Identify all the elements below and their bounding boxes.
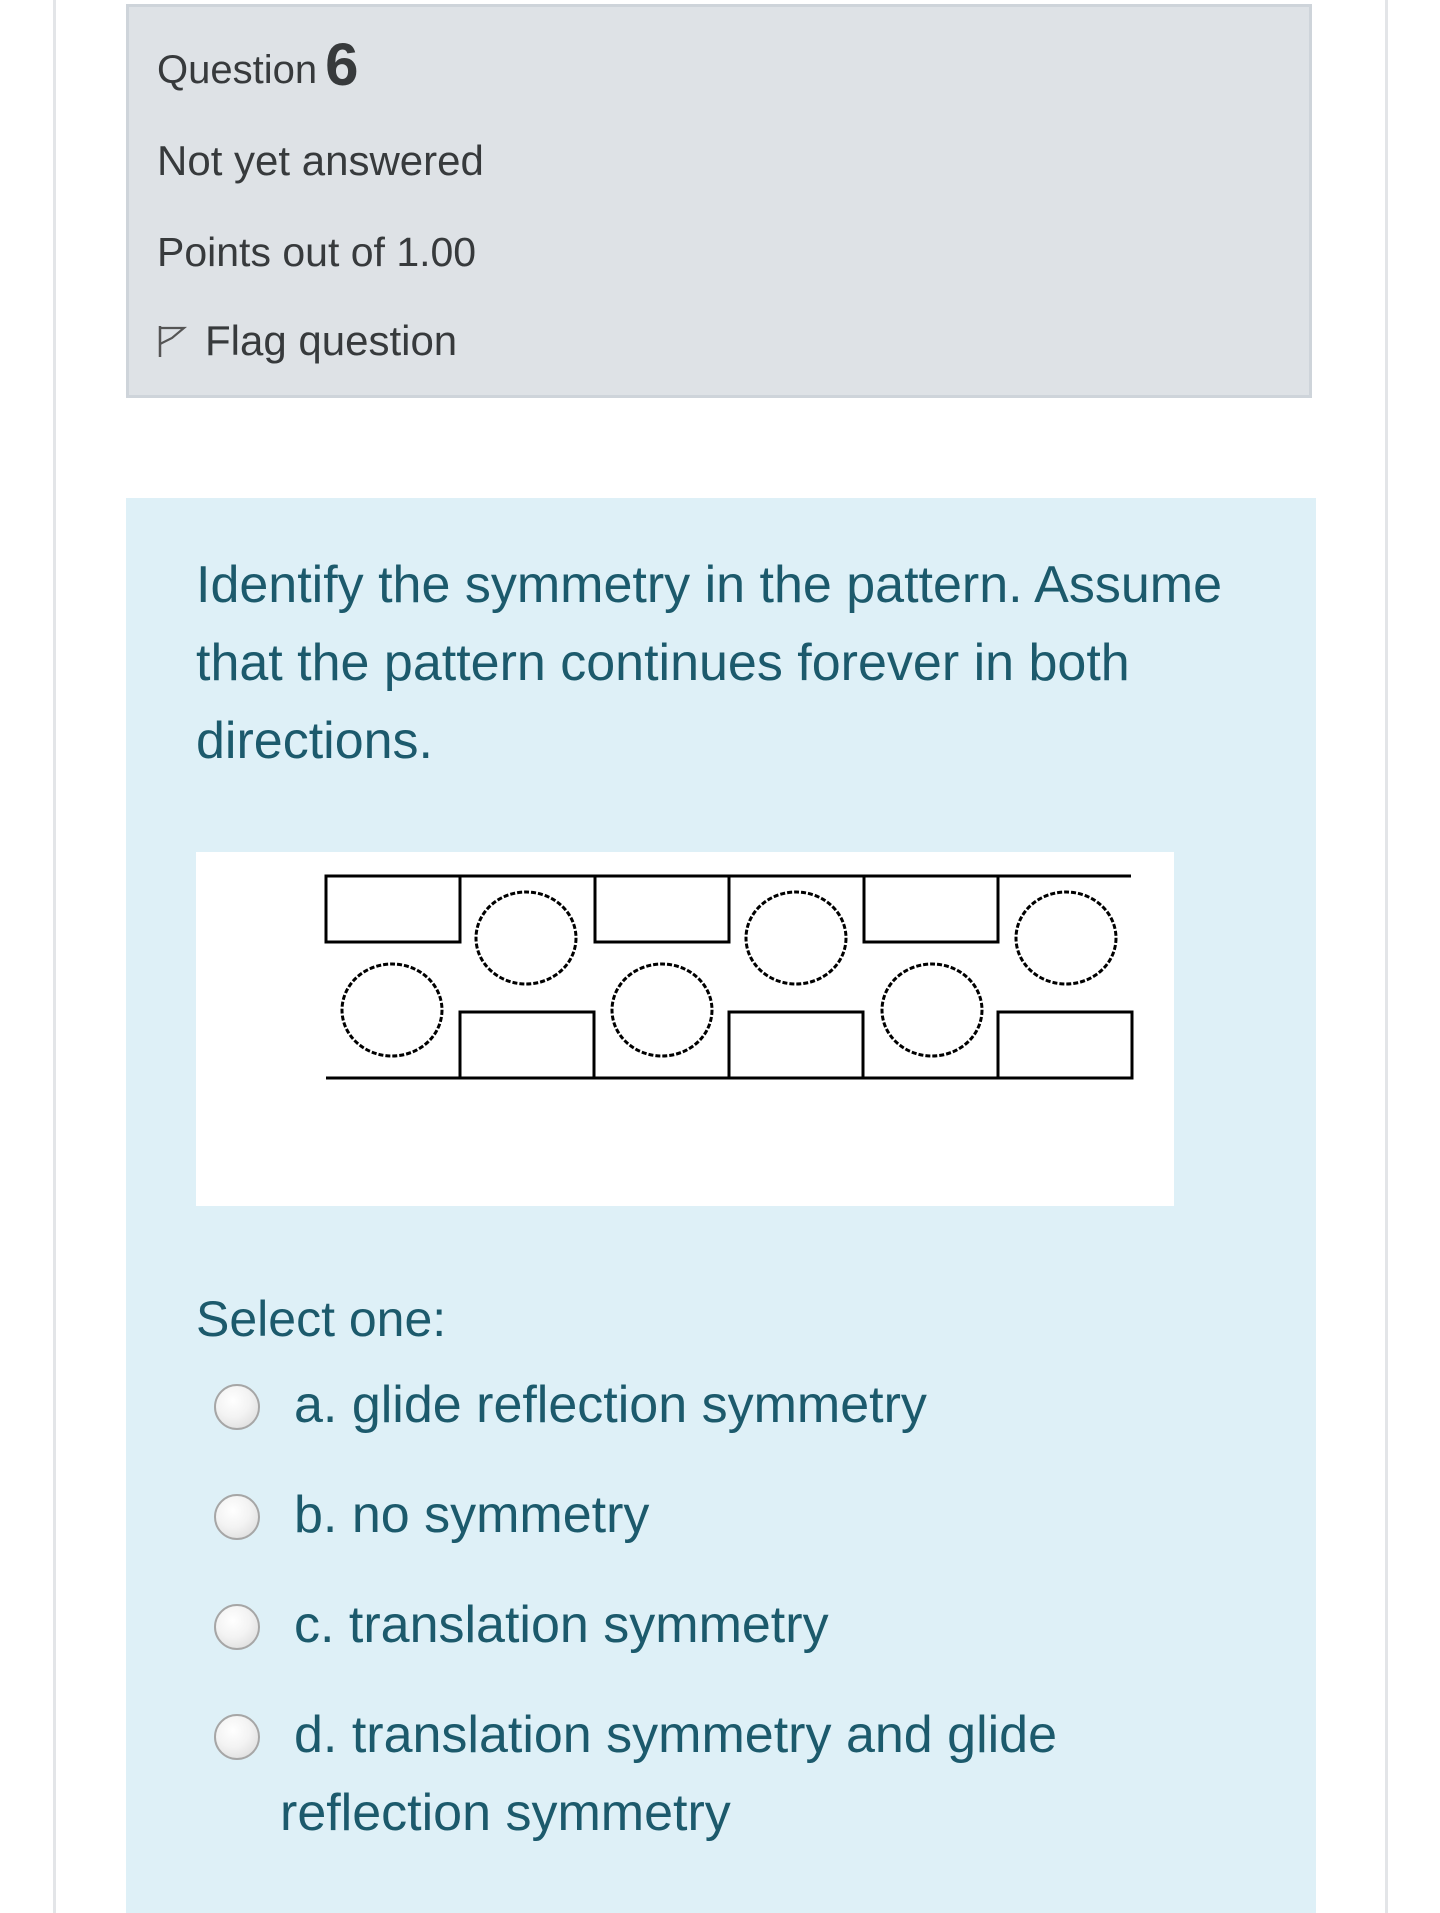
question-info-panel bbox=[126, 4, 1312, 398]
option-d-label[interactable] bbox=[280, 1696, 1058, 1852]
option-c-radio[interactable] bbox=[214, 1604, 260, 1650]
question-text: Identify the symmetry in the pattern. Assume that the pattern continues forever in both directions. bbox=[196, 556, 1223, 770]
option-a-radio[interactable] bbox=[214, 1384, 260, 1430]
option-b[interactable] bbox=[214, 1486, 650, 1554]
flag-question-link[interactable] bbox=[157, 317, 457, 365]
option-a-label[interactable]: a. glide reflection symmetry bbox=[294, 1376, 927, 1434]
option-b-radio[interactable] bbox=[214, 1494, 260, 1540]
option-b-label[interactable]: b. no symmetry bbox=[294, 1486, 650, 1544]
question-number: 6 bbox=[325, 31, 359, 98]
question-label: Question bbox=[157, 48, 318, 92]
option-c-label[interactable]: c. translation symmetry bbox=[294, 1596, 829, 1654]
question-state: Not yet answered bbox=[157, 137, 484, 184]
question-formulation bbox=[126, 498, 1316, 1913]
option-d[interactable] bbox=[214, 1706, 1114, 1852]
page-border-right bbox=[1385, 0, 1388, 1913]
flag-question-label: Flag question bbox=[205, 317, 458, 364]
question-number-heading bbox=[157, 31, 359, 98]
frieze-pattern-figure bbox=[196, 852, 1174, 1206]
option-d-label-line1[interactable]: d. translation symmetry and glide bbox=[294, 1706, 1058, 1764]
option-c[interactable] bbox=[214, 1596, 829, 1664]
question-grade: Points out of 1.00 bbox=[157, 229, 477, 275]
select-one-prompt: Select one: bbox=[196, 1291, 447, 1347]
option-a[interactable] bbox=[214, 1376, 927, 1444]
page-border-left bbox=[53, 0, 56, 1913]
option-d-label-line2[interactable]: reflection symmetry bbox=[280, 1784, 731, 1842]
pattern-image bbox=[196, 852, 1174, 1206]
option-d-radio[interactable] bbox=[214, 1714, 260, 1760]
flag-icon bbox=[157, 324, 187, 358]
